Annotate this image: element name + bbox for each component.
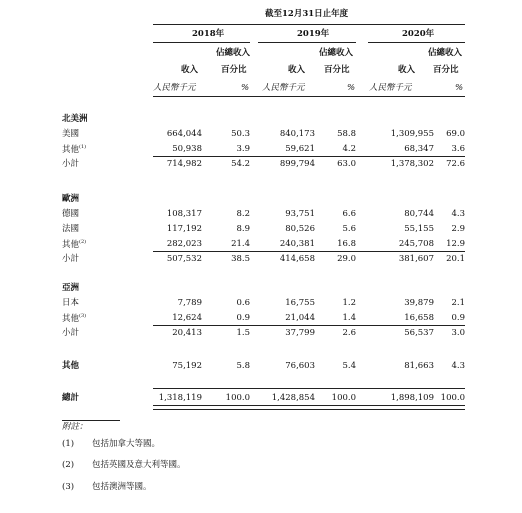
cell-2020-revenue: 55,155 [404,224,434,234]
revenue-header-2018: 收入 [181,65,199,75]
year-2018: 2018年 [192,29,225,39]
cell-2018-revenue: 117,192 [166,224,202,234]
row-label: 其他$^{(2)}$ [62,239,87,250]
cell-2018-revenue: 1,318,119 [158,393,202,403]
cell-2018-pct: 38.5 [231,254,250,264]
cell-2020-revenue: 1,378,302 [390,159,434,169]
unit-pct-2018: % [241,83,250,93]
note-marker-1: (1) [62,439,75,449]
cell-2019-revenue: 93,751 [285,209,315,219]
cell-2019-revenue: 16,755 [285,298,315,308]
cell-2019-pct: 6.6 [342,209,356,219]
cell-2019-revenue: 76,603 [285,361,315,371]
cell-2019-revenue: 21,044 [285,313,315,323]
cell-2018-pct: 0.9 [236,313,250,323]
note-text-3: 包括澳洲等國。 [92,482,152,492]
cell-2020-pct: 69.0 [446,129,465,139]
cell-2020-revenue: 381,607 [398,254,434,264]
row-label: 德國 [62,209,80,219]
cell-2018-pct: 21.4 [231,239,250,249]
notes-title: 附註： [62,422,88,432]
year-2019-rule [258,42,356,43]
note-text-1: 包括加拿大等國。 [92,439,161,449]
cell-2019-revenue: 840,173 [279,129,315,139]
total-double-rule [153,405,465,410]
cell-2018-revenue: 664,044 [166,129,202,139]
cell-2018-pct: 0.6 [236,298,250,308]
header-bottom-rule [153,96,465,97]
unit-pct-2020: % [455,83,464,93]
cell-2020-pct: 12.9 [446,239,465,249]
row-label: 日本 [62,298,80,308]
revenue-header-2020: 收入 [398,65,416,75]
cell-2019-pct: 63.0 [337,159,356,169]
section-title-asia: 亞洲 [62,283,80,293]
cell-2020-revenue: 16,658 [404,313,434,323]
cell-2019-revenue: 240,381 [279,239,315,249]
section-title-europe: 歐洲 [62,194,80,204]
period-header-rule [153,24,465,25]
period-header: 截至12月31日止年度 [265,9,349,19]
cell-2018-revenue: 12,624 [172,313,202,323]
row-label: 小計 [62,254,80,264]
cell-2018-pct: 54.2 [231,159,250,169]
cell-2018-revenue: 507,532 [166,254,202,264]
unit-pct-2019: % [347,83,356,93]
subtotal-rule [153,156,465,157]
cell-2020-pct: 4.3 [451,209,465,219]
cell-2020-pct: 20.1 [446,254,465,264]
pct-header-2020-l2: 百分比 [433,65,459,75]
pct-header-2019-l1: 佔總收入 [319,48,354,58]
cell-2019-revenue: 37,799 [285,328,315,338]
cell-2019-pct: 5.6 [342,224,356,234]
cell-2018-pct: 8.2 [236,209,250,219]
cell-2019-pct: 1.4 [342,313,356,323]
cell-2020-pct: 72.6 [446,159,465,169]
note-marker-2: (2) [62,460,75,470]
year-2019: 2019年 [297,29,330,39]
cell-2018-revenue: 714,982 [166,159,202,169]
cell-2020-revenue: 80,744 [404,209,434,219]
row-label: 其他$^{(3)}$ [62,313,87,324]
cell-2018-pct: 100.0 [225,393,250,403]
cell-2020-pct: 0.9 [451,313,465,323]
subtotal-rule [153,325,465,326]
cell-2019-revenue: 1,428,854 [271,393,315,403]
cell-2018-pct: 1.5 [236,328,250,338]
cell-2019-pct: 29.0 [337,254,356,264]
note-text-2: 包括英國及意大利等國。 [92,460,186,470]
cell-2018-pct: 50.3 [231,129,250,139]
cell-2020-revenue: 1,309,955 [390,129,434,139]
year-2020-rule [368,42,465,43]
cell-2019-pct: 1.2 [342,298,356,308]
cell-2018-pct: 3.9 [236,144,250,154]
cell-2019-pct: 2.6 [342,328,356,338]
total-top-rule [153,388,465,389]
cell-2018-revenue: 108,317 [166,209,202,219]
cell-2018-revenue: 282,023 [166,239,202,249]
cell-2019-revenue: 80,526 [285,224,315,234]
cell-2019-revenue: 414,658 [279,254,315,264]
cell-2018-pct: 8.9 [236,224,250,234]
row-label: 小計 [62,328,80,338]
pct-header-2019-l2: 百分比 [324,65,350,75]
cell-2018-revenue: 50,938 [172,144,202,154]
row-label: 其他$^{(1)}$ [62,144,87,155]
cell-2019-pct: 100.0 [331,393,356,403]
cell-2019-revenue: 59,621 [285,144,315,154]
unit-rmb-2018: 人民幣千元 [153,83,196,93]
cell-2020-revenue: 1,898,109 [390,393,434,403]
cell-2020-pct: 100.0 [440,393,465,403]
row-label: 美國 [62,129,80,139]
total-row-label: 總計 [62,393,80,403]
cell-2019-pct: 58.8 [337,129,356,139]
cell-2019-revenue: 899,794 [279,159,315,169]
cell-2019-pct: 4.2 [342,144,356,154]
revenue-header-2019: 收入 [288,65,306,75]
row-label: 法國 [62,224,80,234]
cell-2018-revenue: 20,413 [172,328,202,338]
cell-2018-revenue: 75,192 [172,361,202,371]
pct-header-2018-l1: 佔總收入 [216,48,251,58]
cell-2020-pct: 3.6 [451,144,465,154]
cell-2020-pct: 2.9 [451,224,465,234]
unit-rmb-2020: 人民幣千元 [369,83,412,93]
year-2018-rule [153,42,250,43]
section-title-north-america: 北美洲 [62,114,88,124]
pct-header-2018-l2: 百分比 [221,65,247,75]
cell-2019-pct: 5.4 [342,361,356,371]
cell-2020-revenue: 68,347 [404,144,434,154]
subtotal-rule [153,251,465,252]
row-label: 小計 [62,159,80,169]
note-marker-3: (3) [62,482,75,492]
cell-2020-pct: 4.3 [451,361,465,371]
cell-2020-revenue: 81,663 [404,361,434,371]
cell-2018-pct: 5.8 [236,361,250,371]
notes-rule [62,420,120,421]
pct-header-2020-l1: 佔總收入 [428,48,463,58]
cell-2020-revenue: 245,708 [398,239,434,249]
cell-2020-pct: 3.0 [451,328,465,338]
other-row-label: 其他 [62,361,80,371]
unit-rmb-2019: 人民幣千元 [262,83,305,93]
cell-2019-pct: 16.8 [337,239,356,249]
cell-2020-pct: 2.1 [451,298,465,308]
cell-2018-revenue: 7,789 [177,298,202,308]
cell-2020-revenue: 56,537 [404,328,434,338]
cell-2020-revenue: 39,879 [404,298,434,308]
year-2020: 2020年 [402,29,435,39]
